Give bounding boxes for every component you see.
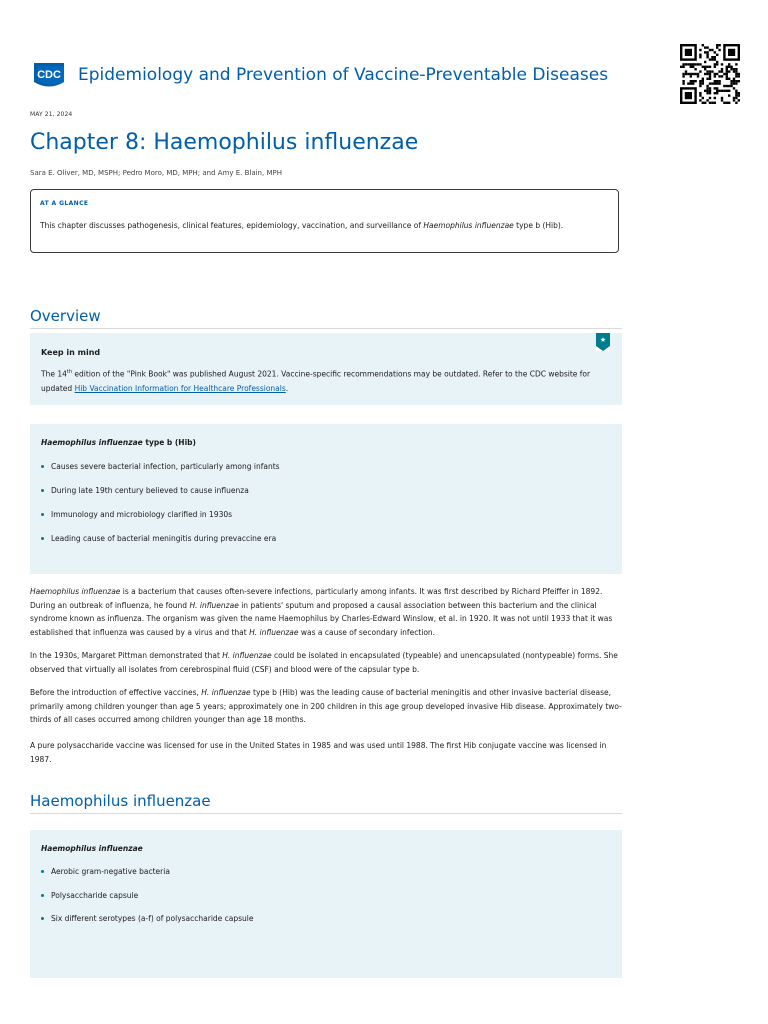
list-item: Causes severe bacterial infection, particularly among infants: [41, 462, 280, 471]
haemophilus-summary-title: Haemophilus influenzae: [41, 844, 143, 853]
hib-vaccination-info-link[interactable]: Hib Vaccination Information for Healthcare Professionals: [74, 383, 286, 393]
publish-date: MAY 21, 2024: [30, 111, 73, 118]
list-item: Polysaccharide capsule: [41, 891, 138, 900]
paragraph-prevaccine: Before the introduction of effective vaccines, H. influenzae type b (Hib) was the leading cause of bacterial meningitis and other invasive bacterial disease, primarily among children younger than age 5 years; approximately one in 200 children in this age group developed invasive Hib disease. Approximately two-thirds of all cases occurred among children younger than age 18 months.: [30, 688, 622, 724]
keep-in-mind-text: The 14th edition of the "Pink Book" was published August 2021. Vaccine-specific recommendations may be outdated. Refer to the CDC website for updated Hib Vaccination Information for Healthcare Professionals.: [41, 369, 591, 393]
keep-in-mind-callout: [30, 333, 622, 405]
at-a-glance-label: AT A GLANCE: [40, 200, 89, 207]
bullet-dot: [41, 465, 44, 468]
list-item: Six different serotypes (a-f) of polysaccharide capsule: [41, 914, 254, 923]
cdc-logo-icon[interactable]: [30, 60, 68, 90]
paragraph-vaccine-licensing: A pure polysaccharide vaccine was licensed for use in the United States in 1985 and was used until 1988. The first Hib conjugate vaccine was licensed in 1987.: [30, 741, 607, 764]
authors: Sara E. Oliver, MD, MSPH; Pedro Moro, MD, MPH; and Amy E. Blain, MPH: [30, 169, 282, 177]
at-a-glance-text: This chapter discusses pathogenesis, clinical features, epidemiology, vaccination, and surveillance of Haemophilus influenzae type b (Hib).: [40, 221, 564, 230]
paragraph-pittman: In the 1930s, Margaret Pittman demonstrated that H. influenzae could be isolated in encapsulated (typeable) and unencapsulated (nontypeable) forms. She observed that virtually all isolates from cerebrospinal fluid (CSF) and blood were of the capsular type b.: [30, 651, 618, 674]
bullet-dot: [41, 870, 44, 873]
hib-summary-box: [30, 424, 622, 574]
site-title[interactable]: Epidemiology and Prevention of Vaccine-Preventable Diseases: [78, 65, 609, 85]
bullet-dot: [41, 513, 44, 516]
section-heading-haemophilus: Haemophilus influenzae: [30, 792, 622, 814]
haemophilus-summary-box: [30, 830, 622, 978]
bullet-dot: [41, 537, 44, 540]
site-header: [30, 58, 608, 92]
bullet-dot: [41, 894, 44, 897]
section-heading-overview: Overview: [30, 307, 622, 329]
keep-in-mind-title: Keep in mind: [41, 348, 101, 357]
list-item: Immunology and microbiology clarified in 1930s: [41, 510, 232, 519]
qr-code-icon: [680, 44, 740, 104]
list-item: Aerobic gram-negative bacteria: [41, 867, 170, 876]
list-item: During late 19th century believed to cause influenza: [41, 486, 249, 495]
at-a-glance-box: [30, 189, 619, 253]
paragraph-history: Haemophilus influenzae is a bacterium that causes often-severe infections, particularly among infants. It was first described by Richard Pfeiffer in 1892. During an outbreak of influenza, he found H. influenzae in patients' sputum and proposed a causal association between this bacterium and the clinical syndrome known as influenza. The organism was given the name Haemophilus by Charles-Edward Winslow, et al. in 1920. It was not until 1933 that it was established that influenza was caused by a virus and that H. influenzae was a cause of secondary infection.: [30, 587, 613, 637]
bullet-dot: [41, 917, 44, 920]
bullet-dot: [41, 489, 44, 492]
list-item: Leading cause of bacterial meningitis during prevaccine era: [41, 534, 276, 543]
cdc-logo-text: CDC: [37, 69, 61, 81]
hib-summary-title: Haemophilus influenzae type b (Hib): [41, 438, 196, 447]
page-title: Chapter 8: Haemophilus influenzae: [30, 130, 419, 155]
bookmark-star-icon[interactable]: ★: [596, 333, 610, 351]
